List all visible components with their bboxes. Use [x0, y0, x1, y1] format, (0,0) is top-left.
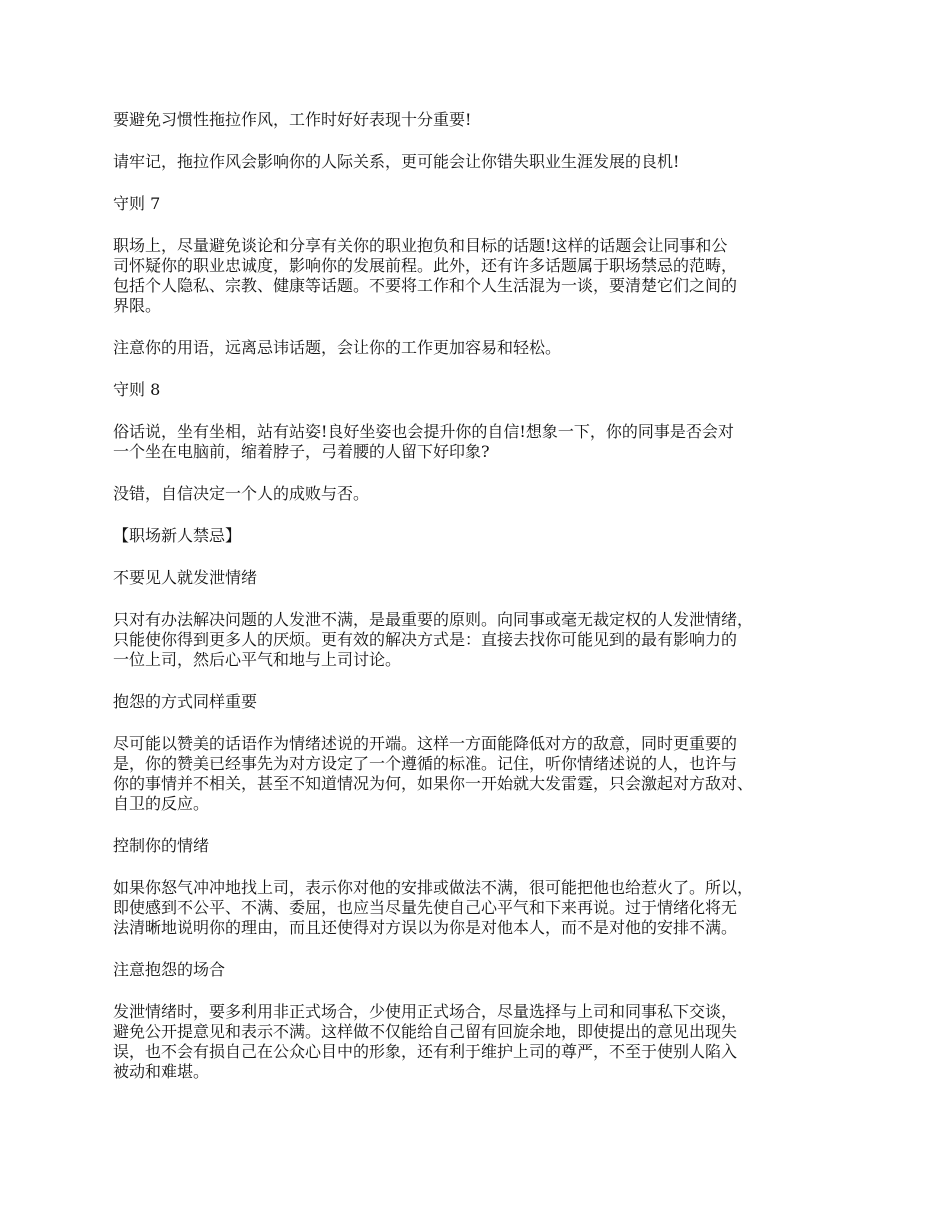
subheading: 不要见人就发泄情绪: [113, 568, 258, 587]
document-body: [113, 110, 853, 1104]
paragraph: 职场上，尽量避免谈论和分享有关你的职业抱负和目标的话题!这样的话题会让同事和公 司怀疑你的职业忠诚度，影响你的发展前程。此外，还有许多话题属于职场禁忌的范畴， 包括个人隐私、宗教、健康等话题。不要将工作和个人生活混为一谈，要清楚它们之间的 界限。: [113, 236, 738, 315]
paragraph: 请牢记，拖拉作风会影响你的人际关系，更可能会让你错失职业生涯发展的良机!: [113, 152, 680, 171]
paragraph: 只对有办法解决问题的人发泄不满，是最重要的原则。向同事或毫无裁定权的人发泄情绪， 只能使你得到更多人的厌烦。更有效的解决方式是：直接去找你可能见到的最有影响力的 一位上司，然后心平气和地与上司讨论。: [113, 610, 754, 669]
paragraph: 俗话说，坐有坐相，站有站姿!良好坐姿也会提升你的自信!想象一下，你的同事是否会对 一个坐在电脑前，缩着脖子，弓着腰的人留下好印象?: [113, 422, 734, 461]
paragraph: 注意你的用语，远离忌讳话题，会让你的工作更加容易和轻松。: [113, 338, 562, 357]
subheading: 注意抱怨的场合: [113, 960, 226, 979]
section-heading: 守则 7: [113, 194, 161, 213]
section-heading: 守则 8: [113, 380, 161, 399]
section-heading: 【职场新人禁忌】: [113, 526, 242, 545]
paragraph: 尽可能以赞美的话语作为情绪述说的开端。这样一方面能降低对方的敌意，同时更重要的 是，你的赞美已经事先为对方设定了一个遵循的标准。记住，听你情绪述说的人，也许与 你的事情并不相关，甚至不知道情况为何，如果你一开始就大发雷霆，只会激起对方敌对、 自卫的反应。: [113, 734, 754, 813]
paragraph: 要避免习惯性拖拉作风，工作时好好表现十分重要!: [113, 110, 472, 129]
paragraph: 没错，自信决定一个人的成败与否。: [113, 484, 370, 503]
paragraph: 发泄情绪时，要多利用非正式场合，少使用正式场合，尽量选择与上司和同事私下交谈， 避免公开提意见和表示不满。这样做不仅能给自己留有回旋余地，即使提出的意见出现失 误，也不会有损自己在公众心目中的形象，还有利于维护上司的尊严，不至于使别人陷入 被动和难堪。: [113, 1002, 738, 1081]
subheading: 控制你的情绪: [113, 836, 210, 855]
paragraph: 如果你怒气冲冲地找上司，表示你对他的安排或做法不满，很可能把他也给惹火了。所以， 即使感到不公平、不满、委屈，也应当尽量先使自己心平气和下来再说。过于情绪化将无 法清晰地说明你的理由，而且还使得对方误以为你是对他本人，而不是对他的安排不满。: [113, 878, 754, 937]
subheading: 抱怨的方式同样重要: [113, 692, 258, 711]
